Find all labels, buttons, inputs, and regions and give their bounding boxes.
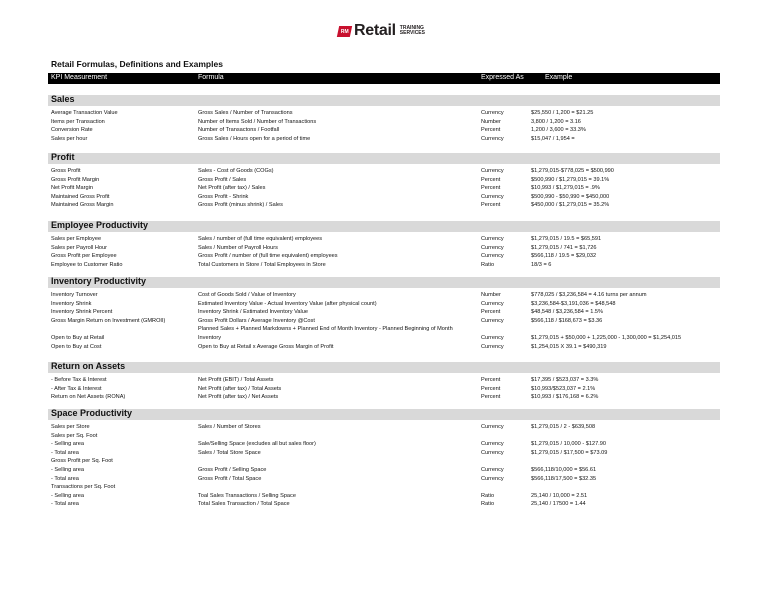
section-title: Space Productivity [51, 408, 133, 418]
kpi-cell: Sales per Store [51, 424, 90, 430]
expressed-cell: Percent [481, 377, 501, 383]
table-row [48, 432, 720, 441]
section-title: Profit [51, 152, 75, 162]
table-row [48, 466, 720, 475]
table-row [48, 440, 720, 449]
header-example: Example [545, 74, 573, 81]
formula-cell: Gross Sales / Number of Transactions [198, 110, 293, 116]
example-cell: 3,800 / 1,200 = 3.16 [531, 118, 581, 125]
table-row [48, 244, 720, 253]
formula-cell: Sales / Number of Payroll Hours [198, 244, 278, 251]
formula-cell: Estimated Inventory Value - Actual Inventory Value (after physical count) [198, 300, 377, 307]
example-cell: $778,025 / $3,236,584 = 4.16 turns per annum [531, 292, 647, 298]
expressed-cell: Percent [481, 309, 501, 316]
formula-cell: Sales / Total Store Space [198, 449, 261, 456]
table-row [48, 457, 720, 466]
kpi-cell: - Selling area [51, 441, 84, 448]
expressed-cell: Percent [481, 385, 501, 392]
kpi-cell: Inventory Shrink Percent [51, 309, 113, 316]
kpi-cell: - Total area [51, 501, 79, 508]
expressed-cell: Percent [481, 202, 501, 209]
kpi-cell: - Before Tax & Interest [51, 377, 107, 383]
expressed-cell: Currency [481, 449, 504, 456]
table-row [48, 500, 720, 509]
table-row [48, 252, 720, 261]
kpi-cell: Gross Profit [51, 168, 81, 174]
example-cell: $566,118/10,000 = $56.61 [531, 466, 597, 473]
table-row [48, 118, 720, 127]
example-cell: $1,279,015 / 10,000 - $127.90 [531, 441, 606, 448]
section-title: Return on Assets [51, 361, 126, 371]
expressed-cell: Currency [481, 135, 504, 142]
kpi-cell: Inventory Turnover [51, 292, 98, 298]
expressed-cell: Percent [481, 127, 501, 134]
formula-cell: Net Profit (EBIT) / Total Assets [198, 377, 274, 383]
table-row [48, 376, 720, 385]
expressed-cell: Number [481, 118, 501, 125]
expressed-cell: Ratio [481, 261, 495, 268]
formula-cell: Gross Profit / Sales [198, 176, 247, 183]
expressed-cell: Ratio [481, 492, 495, 499]
logo-mark-icon: RM [337, 26, 352, 37]
formula-cell: Planned Sales + Planned Markdowns + Planned End of Month Inventory - Planned Beginning of Month Inventory [198, 326, 453, 341]
example-cell: $17,395 / $523,037 = 3.3% [531, 377, 599, 383]
example-cell: $48,548 / $3,236,584 = 1.5% [531, 309, 604, 316]
expressed-cell: Currency [481, 193, 504, 200]
formula-cell: Sales / number of (full time equivalent) employees [198, 236, 323, 242]
formula-cell: Number of Transactons / Footfall [198, 127, 280, 134]
kpi-cell: Conversion Rate [51, 127, 93, 134]
logo-wordmark: Retail [354, 22, 396, 39]
table-row [48, 492, 720, 501]
section-sales [48, 95, 720, 143]
formula-cell: Gross Sales / Hours open for a period of time [198, 135, 311, 142]
example-cell: 25,140 / 17500 = 1.44 [531, 501, 586, 508]
kpi-cell: - After Tax & Interest [51, 385, 102, 392]
expressed-cell: Currency [481, 244, 504, 251]
table-header [48, 73, 720, 84]
formula-cell: Net Profit (after tax) / Sales [198, 185, 266, 192]
section-title: Employee Productivity [51, 220, 149, 230]
table-row [48, 201, 720, 210]
formula-cell: Gross Profit / Selling Space [198, 466, 267, 473]
retail-training-logo [338, 22, 425, 40]
section-header [48, 277, 720, 288]
section-profit [48, 153, 720, 210]
formula-cell: Total Sales Transaction / Total Space [198, 501, 290, 508]
table-row [48, 325, 720, 342]
section-header [48, 153, 720, 164]
example-cell: $1,279,015-$778,025 = $500,990 [531, 168, 614, 174]
example-cell: $10,993 / $1,279,015 = .9% [531, 185, 600, 192]
expressed-cell: Number [481, 292, 501, 298]
kpi-cell: Sales per Sq. Foot [51, 432, 98, 439]
kpi-cell: Open to Buy at Retail [51, 334, 105, 341]
kpi-cell: Transactions per Sq. Foot [51, 484, 116, 491]
section-header [48, 95, 720, 106]
example-cell: $566,118 / 19.5 = $29,032 [531, 253, 597, 260]
kpi-cell: - Total area [51, 475, 79, 482]
formula-cell: Sales / Number of Stores [198, 424, 261, 430]
example-cell: $450,000 / $1,279,015 = 35.2% [531, 202, 610, 209]
formula-cell: Sales - Cost of Goods (COGs) [198, 168, 274, 174]
example-cell: $566,118 / $168,673 = $3.36 [531, 317, 603, 324]
table-row [48, 261, 720, 270]
formula-cell: Net Profit (after tax) / Total Assets [198, 385, 282, 392]
section-space-productivity [48, 409, 720, 509]
kpi-cell: Items per Transaction [51, 118, 105, 125]
example-cell: $1,279,015 / 2 - $639,508 [531, 424, 596, 430]
section-header [48, 409, 720, 420]
example-cell: 25,140 / 10,000 = 2.51 [531, 492, 588, 499]
table-row [48, 184, 720, 193]
formula-cell: Gross Profit / number of (full time equivalent) employees [198, 253, 338, 260]
formula-cell: Inventory Shrink / Estimated Inventory Value [198, 309, 308, 316]
section-header [48, 221, 720, 232]
example-cell: $500,990 - $50,990 = $450,000 [531, 193, 610, 200]
expressed-cell: Currency [481, 236, 504, 242]
example-cell: $500,990 / $1,279,015 = 39.1% [531, 176, 610, 183]
formula-cell: Number of Items Sold / Number of Transactions [198, 118, 317, 125]
kpi-cell: Sales per Payroll Hour [51, 244, 107, 251]
formula-cell: Net Profit (after tax) / Net Assets [198, 394, 279, 401]
section-header [48, 362, 720, 373]
expressed-cell: Currency [481, 168, 504, 174]
example-cell: $3,236,584-$3,191,036 = $48,548 [531, 300, 616, 307]
kpi-cell: Sales per Employee [51, 236, 102, 242]
table-row [48, 308, 720, 317]
formula-cell: Open to Buy at Retail x Average Gross Margin of Profit [198, 343, 334, 350]
table-row [48, 423, 720, 432]
formula-cell: Cost of Goods Sold / Value of Inventory [198, 292, 296, 298]
example-cell: 18/3 = 6 [531, 261, 552, 268]
expressed-cell: Percent [481, 185, 501, 192]
example-cell: $15,047 / 1,954 = [531, 135, 575, 142]
table-row [48, 193, 720, 202]
expressed-cell: Currency [481, 441, 504, 448]
section-title: Sales [51, 94, 75, 104]
expressed-cell: Currency [481, 110, 504, 116]
expressed-cell: Currency [481, 253, 504, 260]
example-cell: $1,279,015 / 19.5 = $65,591 [531, 236, 602, 242]
formula-cell: Total Customers in Store / Total Employees in Store [198, 261, 326, 268]
expressed-cell: Currency [481, 466, 504, 473]
example-cell: $1,279,015 + $50,000 + 1,225,000 - 1,300,000 = $1,254,015 [531, 334, 682, 341]
table-row [48, 483, 720, 492]
example-cell: $25,550 / 1,200 = $21.25 [531, 110, 594, 116]
formula-cell: Gross Profit Dollars / Average Inventory @Cost [198, 317, 315, 324]
expressed-cell: Ratio [481, 501, 495, 508]
formula-cell: Gross Profit - Shrink [198, 193, 249, 200]
document-title: Retail Formulas, Definitions and Examples [51, 59, 223, 69]
kpi-cell: - Total area [51, 449, 79, 456]
expressed-cell: Currency [481, 424, 504, 430]
section-employee-productivity [48, 221, 720, 269]
kpi-cell: Maintained Gross Margin [51, 202, 114, 209]
expressed-cell: Currency [481, 300, 504, 307]
kpi-cell: Gross Profit per Sq. Foot [51, 458, 113, 465]
kpi-cell: Employee to Customer Ratio [51, 261, 123, 268]
kpi-cell: Sales per hour [51, 135, 88, 142]
expressed-cell: Percent [481, 394, 501, 401]
table-row [48, 135, 720, 144]
kpi-cell: Gross Profit per Employee [51, 253, 117, 260]
header-kpi: KPI Measurement [51, 74, 108, 81]
formula-cell: Gross Profit / Total Space [198, 475, 262, 482]
table-row [48, 300, 720, 309]
kpi-cell: Return on Net Assets (RONA) [51, 394, 126, 401]
expressed-cell: Currency [481, 343, 504, 350]
section-inventory-productivity [48, 277, 720, 351]
section-title: Inventory Productivity [51, 276, 147, 286]
header-formula: Formula [198, 74, 224, 81]
table-row [48, 126, 720, 135]
expressed-cell: Currency [481, 317, 504, 324]
table-row [48, 167, 720, 176]
table-row [48, 393, 720, 402]
table-row [48, 385, 720, 394]
kpi-cell: Inventory Shrink [51, 300, 92, 307]
formula-cell: Sale/Selling Space (excludes all but sales floor) [198, 441, 316, 448]
table-row [48, 317, 720, 326]
table-row [48, 449, 720, 458]
formula-cell: Toal Sales Transactions / Selling Space [198, 492, 296, 499]
kpi-cell: Average Transaction Value [51, 110, 118, 116]
kpi-cell: Net Profit Margin [51, 185, 93, 192]
example-cell: $566,118/17,500 = $32.35 [531, 475, 597, 482]
expressed-cell: Currency [481, 334, 504, 341]
kpi-cell: Gross Margin Return on Investment (GMROII) [51, 317, 166, 324]
example-cell: $10,993 / $176,168 = 6.2% [531, 394, 599, 401]
kpi-cell: - Selling area [51, 492, 84, 499]
example-cell: 1,200 / 3,600 = 33.3% [531, 127, 586, 134]
expressed-cell: Currency [481, 475, 504, 482]
section-return-on-assets [48, 362, 720, 402]
table-row [48, 343, 720, 352]
example-cell: $10,993/$523,037 = 2.1% [531, 385, 596, 392]
kpi-cell: - Selling area [51, 466, 84, 473]
example-cell: $1,279,015 / 741 = $1,726 [531, 244, 597, 251]
kpi-cell: Open to Buy at Cost [51, 343, 102, 350]
logo-subtitle: TRAINING SERVICES [399, 25, 425, 36]
example-cell: $1,254,015 X 39.1 = $490,319 [531, 343, 607, 350]
kpi-cell: Gross Profit Margin [51, 176, 100, 183]
kpi-cell: Maintained Gross Profit [51, 193, 110, 200]
table-row [48, 109, 720, 118]
expressed-cell: Percent [481, 176, 501, 183]
example-cell: $1,279,015 / $17,500 = $73.09 [531, 449, 608, 456]
table-row [48, 291, 720, 300]
table-row [48, 235, 720, 244]
header-expressed: Expressed As [481, 74, 524, 81]
table-row [48, 176, 720, 185]
formula-cell: Gross Profit (minus shrink) / Sales [198, 202, 283, 209]
table-row [48, 475, 720, 484]
